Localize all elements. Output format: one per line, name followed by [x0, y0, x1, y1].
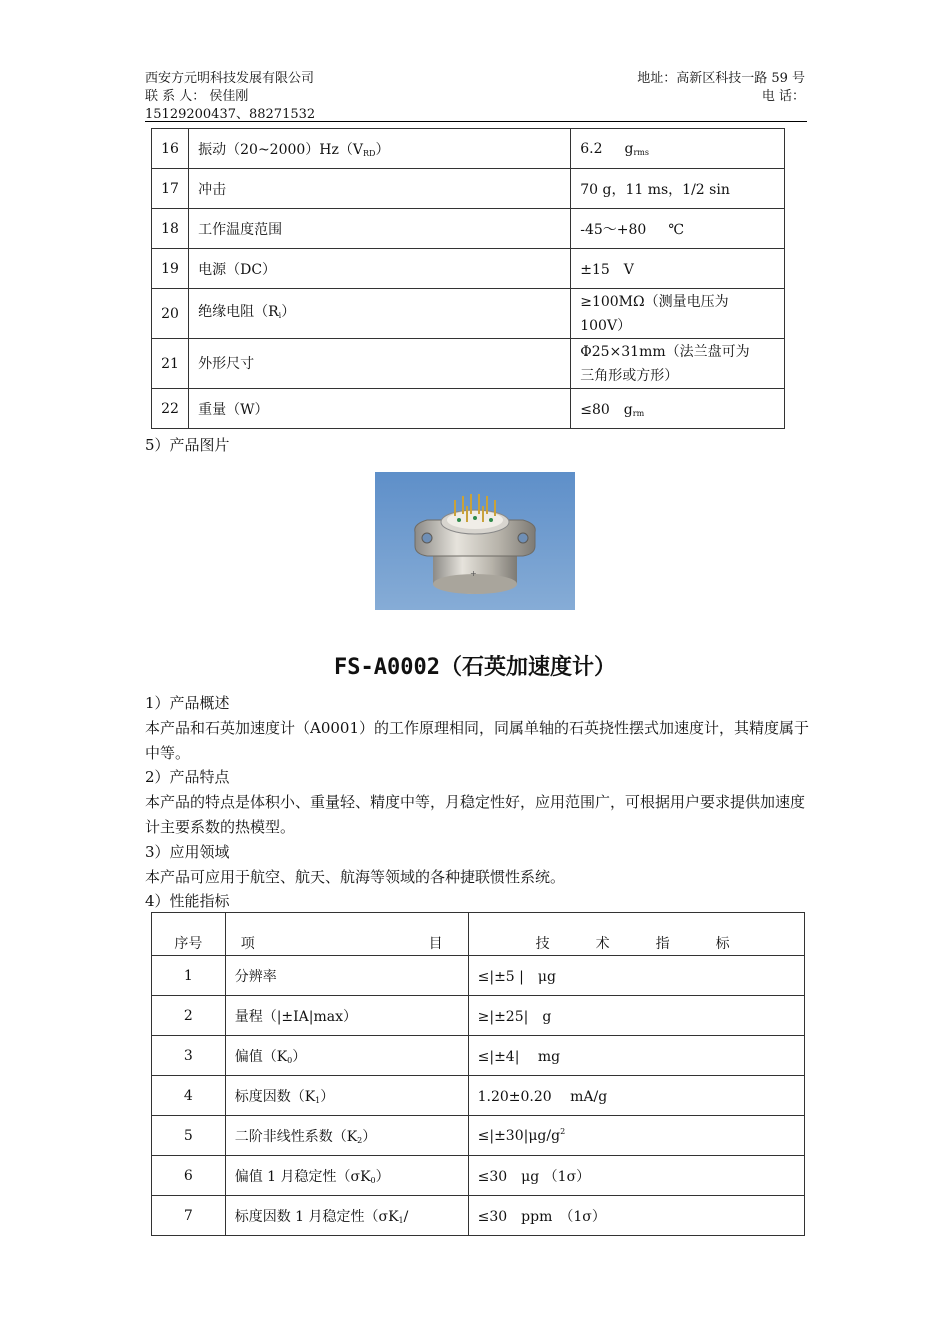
item-name: 外形尺寸	[189, 339, 571, 389]
item-name: 工作温度范围	[189, 209, 571, 249]
item-spec: ≤80 $g_{rm}$	[571, 389, 785, 429]
row-number: 2	[152, 996, 226, 1036]
company-address: 地址：高新区科技一路 59 号	[637, 71, 805, 86]
table-row	[152, 1196, 805, 1236]
item-spec: -45～+80 ℃	[571, 209, 785, 249]
row-number: 19	[152, 249, 189, 289]
item-name: 偏值$(K_0)$	[225, 1036, 468, 1076]
product-photo	[375, 472, 575, 610]
item-spec: ±15 V	[571, 249, 785, 289]
header-spec: 技 术 指 标	[468, 913, 804, 956]
row-number: 1	[152, 956, 226, 996]
table-row	[152, 389, 785, 429]
row-number: 18	[152, 209, 189, 249]
table-row	[152, 169, 785, 209]
table-row	[152, 996, 805, 1036]
row-number: 6	[152, 1156, 226, 1196]
item-spec: 70 g，11 ms，1/2 sin	[571, 169, 785, 209]
header-no: 序号	[152, 913, 226, 956]
contact-person: 联 系 人： 侯佳刚	[145, 89, 249, 104]
row-number: 3	[152, 1036, 226, 1076]
table-row	[152, 339, 785, 389]
accelerometer-image	[375, 472, 575, 610]
item-name: 绝缘电阻$(R_i)$	[189, 289, 571, 339]
item-spec: ≤|±4| mg	[468, 1036, 804, 1076]
row-number: 5	[152, 1116, 226, 1156]
overview-heading: 1）产品概述	[145, 694, 230, 712]
item-spec: 6.2 $g_{rms}$	[571, 129, 785, 169]
header-left	[145, 70, 315, 124]
item-spec: ≤|±5 | μg	[468, 956, 804, 996]
item-name: 重量（W）	[189, 389, 571, 429]
table-row	[152, 1116, 805, 1156]
spec-table-continued	[151, 128, 785, 429]
table-header-row	[152, 913, 805, 956]
svg-text:+: +	[470, 569, 477, 578]
row-number: 16	[152, 129, 189, 169]
table-row	[152, 1156, 805, 1196]
item-spec: ≤30 ppm （1σ）	[468, 1196, 804, 1236]
header-divider	[145, 121, 807, 122]
table-row	[152, 289, 785, 339]
table-row	[152, 129, 785, 169]
item-name: 电源（DC）	[189, 249, 571, 289]
tel-label: 电 话：	[761, 89, 805, 104]
performance-heading: 4）性能指标	[145, 892, 230, 910]
table-row	[152, 209, 785, 249]
row-number: 4	[152, 1076, 226, 1116]
item-name: 偏值 1 月稳定性$(\sigma K_0)$	[225, 1156, 468, 1196]
table-row	[152, 1076, 805, 1116]
item-name: 分辨率	[225, 956, 468, 996]
table-row	[152, 1036, 805, 1076]
features-text: 本产品的特点是体积小、重量轻、精度中等，月稳定性好，应用范围广，可根据用户要求提供加速度计主要系数的热模型。	[145, 793, 806, 836]
item-spec: $\le|\pm 30|\mu g/g^2$	[468, 1116, 804, 1156]
company-name: 西安方元明科技发展有限公司	[145, 71, 315, 86]
header-item: 项 目	[225, 913, 468, 956]
item-name: 振动$(20\sim 2000)Hz(V_{RD})$	[189, 129, 571, 169]
item-spec: ≥100MΩ（测量电压为 100V）	[571, 289, 785, 339]
application-text: 本产品可应用于航空、航天、航海等领域的各种捷联惯性系统。	[145, 868, 566, 886]
item-spec: ≤30 μg （1σ）	[468, 1156, 804, 1196]
item-name: 冲击	[189, 169, 571, 209]
performance-table	[151, 912, 805, 1236]
item-name: 二阶非线性系数$(K_2)$	[225, 1116, 468, 1156]
photo-heading: 5）产品图片	[145, 436, 230, 454]
phone-numbers: 15129200437、88271532	[145, 107, 316, 122]
item-name: 标度因数 1 月稳定性（$\sigma K_1/$	[225, 1196, 468, 1236]
row-number: 21	[152, 339, 189, 389]
item-spec: 1.20±0.20 mA/g	[468, 1076, 804, 1116]
overview-text: 本产品和石英加速度计（A0001）的工作原理相同，同属单轴的石英挠性摆式加速度计，其精度属于中等。	[145, 719, 810, 762]
header-right	[637, 70, 805, 106]
row-number: 22	[152, 389, 189, 429]
row-number: 17	[152, 169, 189, 209]
application-heading: 3）应用领域	[145, 843, 230, 861]
row-number: 7	[152, 1196, 226, 1236]
features-heading: 2）产品特点	[145, 768, 230, 786]
item-name: 标度因数$(K_1)$	[225, 1076, 468, 1116]
product-title: FS-A0002（石英加速度计）	[334, 655, 616, 680]
item-spec: Φ25×31mm（法兰盘可为 三角形或方形）	[571, 339, 785, 389]
table-row	[152, 249, 785, 289]
row-number: 20	[152, 289, 189, 339]
table-row	[152, 956, 805, 996]
item-spec: ≥|±25| g	[468, 996, 804, 1036]
item-name: 量程（|±IA|max）	[225, 996, 468, 1036]
